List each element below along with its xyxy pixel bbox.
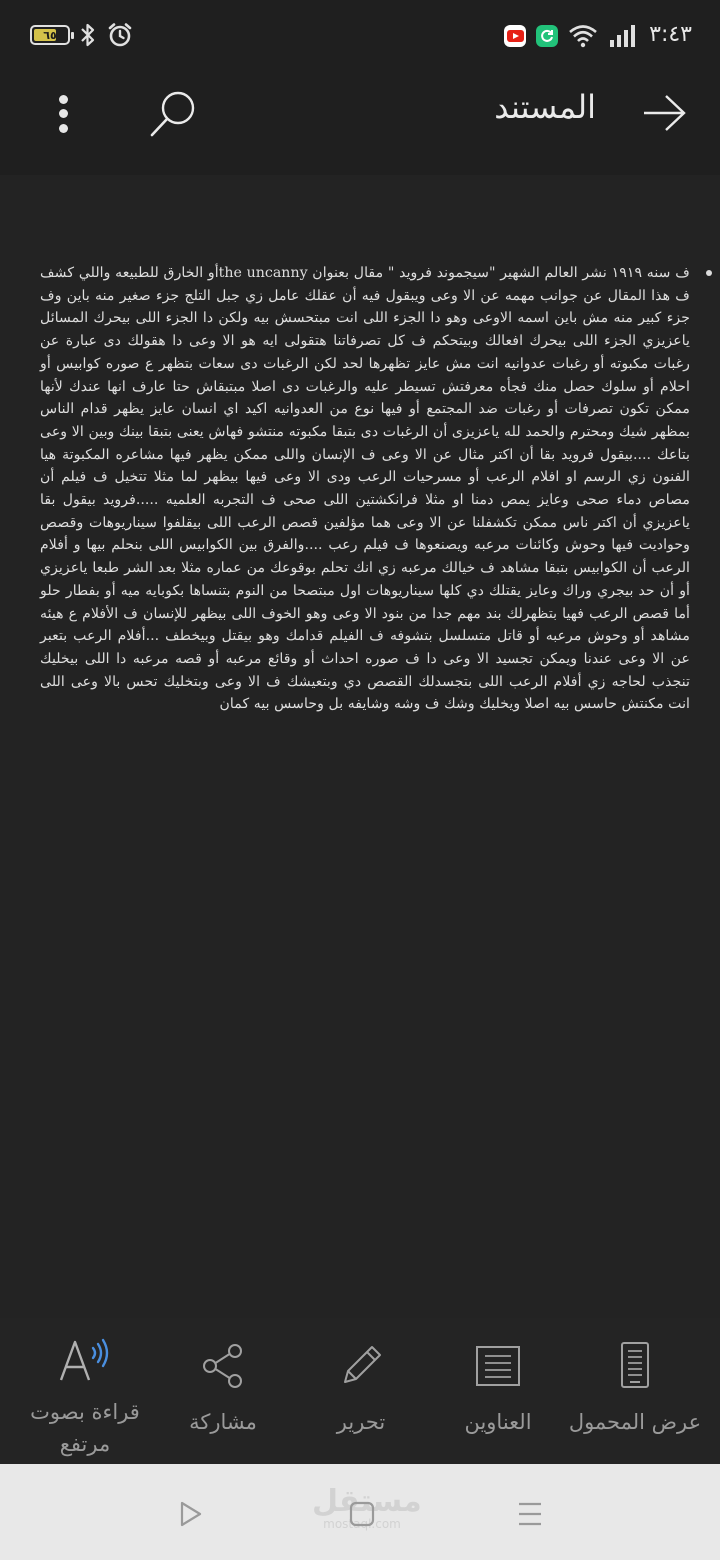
- mobile-view-icon: [613, 1341, 657, 1391]
- refresh-icon: [539, 28, 555, 44]
- share-label: مشاركة: [189, 1410, 257, 1434]
- search-icon: [148, 88, 200, 140]
- document-paragraph: ف سنه ١٩١٩ نشر العالم الشهير "سيجموند فرويد " مقال بعنوان the uncannyأو الخارق للطبيعه واللي كشف ف هذا المقال عن جوانب مهمه عن الا وعى ويبقول فيه أن عقلك عامل زي جبل التلج جزء صغير منه باين وف جزء كبير منه مش باين اسمه الاوعى وهو دا الجزء اللى انت مبتحسش بيه ولكن دا الجزء اللى بيحرك المسائل ياعزيزي الجزء اللى بيحرك افعالك وبيتحكم ف كل تصرفاتنا هتقولى ايه هو الا وعى دا هقولك دى عبارة عن رغبات مكبوته أو رغبات عدوانيه انت مش عايز تظهرها لحد لكن الرغبات دى سعات بتظهر ع صوره كوابيس أو احلام أو سلوك حصل منك فجأه معرفتش تسيطر عليه والرغبات دى اصلا مبتبقاش حتا عارف انها عندك لأنها ممكن تكون تصرفات أو رغبات ضد المجتمع أو فيها نوع من العدوانيه اكيد اي انسان عايز يظهر قدام الناس بمظهر شيك ومحترم والحمد لله ياعزيزى أن الرغبات دى بتبقا مكبوته منتشو فهاش يعنى بتبقا بينك وبين الا وعى بتاعك ....بيقول فرويد بقا أن اكتر مثال عن الا وعى ف الإنسان واللى ممكن يظهر فيها مشاعره المكبوتة هيا الفنون زي الرسم او افلام الرعب أو مسرحيات الرعب ودى الا وعى فيها بيظهر لما مثلا تتخيل ف فيلم أن مصاص دماء صحى وعايز يمص دمنا او مثلا فرانكشتين اللى صحى ف التجربه العلميه .....فرويد بيقول بقا ياعزيزي أن اكتر ناس ممكن تكشفلنا عن الا وعى هما مؤلفين قصص الرعب اللى بيقلفوا سيناريوهات وقصص وحواديت فيها وحوش وكائنات مرعبه ويصنعوها ف فيلم رعب ....والفرق بين الكوابيس اللى بنحلم بيها و أفلام الرعب أن الكوابيس بتبقا مشاهد ف خيالك مرعبه زي انك تحلم بوقوعك من عماره مثلا بعد الشر طبعا ياعزيزي أو أن حد بيجري وراك وعايز يقتلك دي كلها سيناريوهات اول مبتصحا من النوم بتنساها بكوبايه ميه أو بفطار حلو أما قصص الرعب فهيا بتظهرلك بند مهم جدا من بنود الا وعى وهو الخوف اللى بيظهر للإنسان ف الأفلام ع هيئه مشاهد أو وحوش مرعبه أو قاتل متسلسل بتشوفه ف الفيلم قدامك وهو بيقتل وبيخطف ...أفلام الرعب بتعبر عن الا وعى عندنا ويمكن تجسيد الا وعى دا ف صوره احداث أو وقائع مرعبه أو قصه مرعبه دا اللى بيخليك تنجذب لحاجه زي أفلام الرعب اللى بتجسدلك القصص دي وبتعيشك ف الا وعى وبتخليك تحس بالا وعى اللى انت مكنتش حاسس بيه اصلا ويخليك وشك ف وشه وشايفه بل وحاسس بيه كمان: [40, 265, 690, 713]
- recents-button[interactable]: [510, 1494, 550, 1534]
- recents-icon: [515, 1501, 545, 1527]
- back-arrow-icon: [640, 93, 690, 133]
- back-button[interactable]: [640, 88, 690, 138]
- more-vert-icon-dot: [59, 124, 68, 133]
- system-nav-bar: [0, 1464, 720, 1560]
- page-title: المستند: [494, 88, 596, 126]
- bluetooth-icon: [78, 22, 98, 48]
- more-vert-icon: [59, 95, 68, 104]
- read-aloud-label: قراءة بصوت مرتفع: [30, 1400, 140, 1456]
- alarm-icon: [106, 21, 134, 49]
- headings-icon: [473, 1343, 523, 1389]
- edit-label: تحرير: [336, 1410, 386, 1434]
- nav-back-button[interactable]: [170, 1494, 210, 1534]
- wifi-icon: [568, 23, 598, 49]
- status-bar: [0, 0, 720, 70]
- back-icon: [175, 1499, 205, 1529]
- app-header: [0, 70, 720, 175]
- edit-pencil-icon: [336, 1341, 386, 1391]
- watermark-text: مستقل: [312, 1484, 422, 1519]
- watermark-subtext: mostaql.com: [323, 1517, 401, 1531]
- read-aloud-icon: [55, 1336, 115, 1386]
- mobile-view-button[interactable]: [560, 1336, 710, 1456]
- status-time: ٣:٤٣: [649, 22, 692, 47]
- mobile-view-label: عرض المحمول: [568, 1410, 702, 1434]
- bottom-toolbar: [0, 1318, 720, 1464]
- battery-icon: [30, 25, 70, 45]
- more-options-button[interactable]: [46, 88, 80, 140]
- more-vert-icon-dot: [59, 109, 68, 118]
- read-aloud-button[interactable]: [10, 1336, 160, 1456]
- search-button[interactable]: [148, 88, 200, 140]
- home-icon: [347, 1499, 377, 1529]
- battery-level: ٦٥: [43, 28, 57, 42]
- headings-label: العناوين: [464, 1410, 532, 1434]
- home-button[interactable]: [342, 1494, 382, 1534]
- edit-button[interactable]: [286, 1336, 436, 1456]
- notification-app-icon: [536, 25, 558, 47]
- status-left-icons: [30, 20, 134, 50]
- youtube-icon: [504, 25, 526, 47]
- document-body[interactable]: [40, 262, 690, 716]
- signal-icon: [608, 24, 638, 48]
- bullet-point: [706, 270, 712, 276]
- status-right-icons: [504, 22, 638, 50]
- headings-button[interactable]: [423, 1336, 573, 1456]
- share-button[interactable]: [148, 1336, 298, 1456]
- share-icon: [198, 1341, 248, 1391]
